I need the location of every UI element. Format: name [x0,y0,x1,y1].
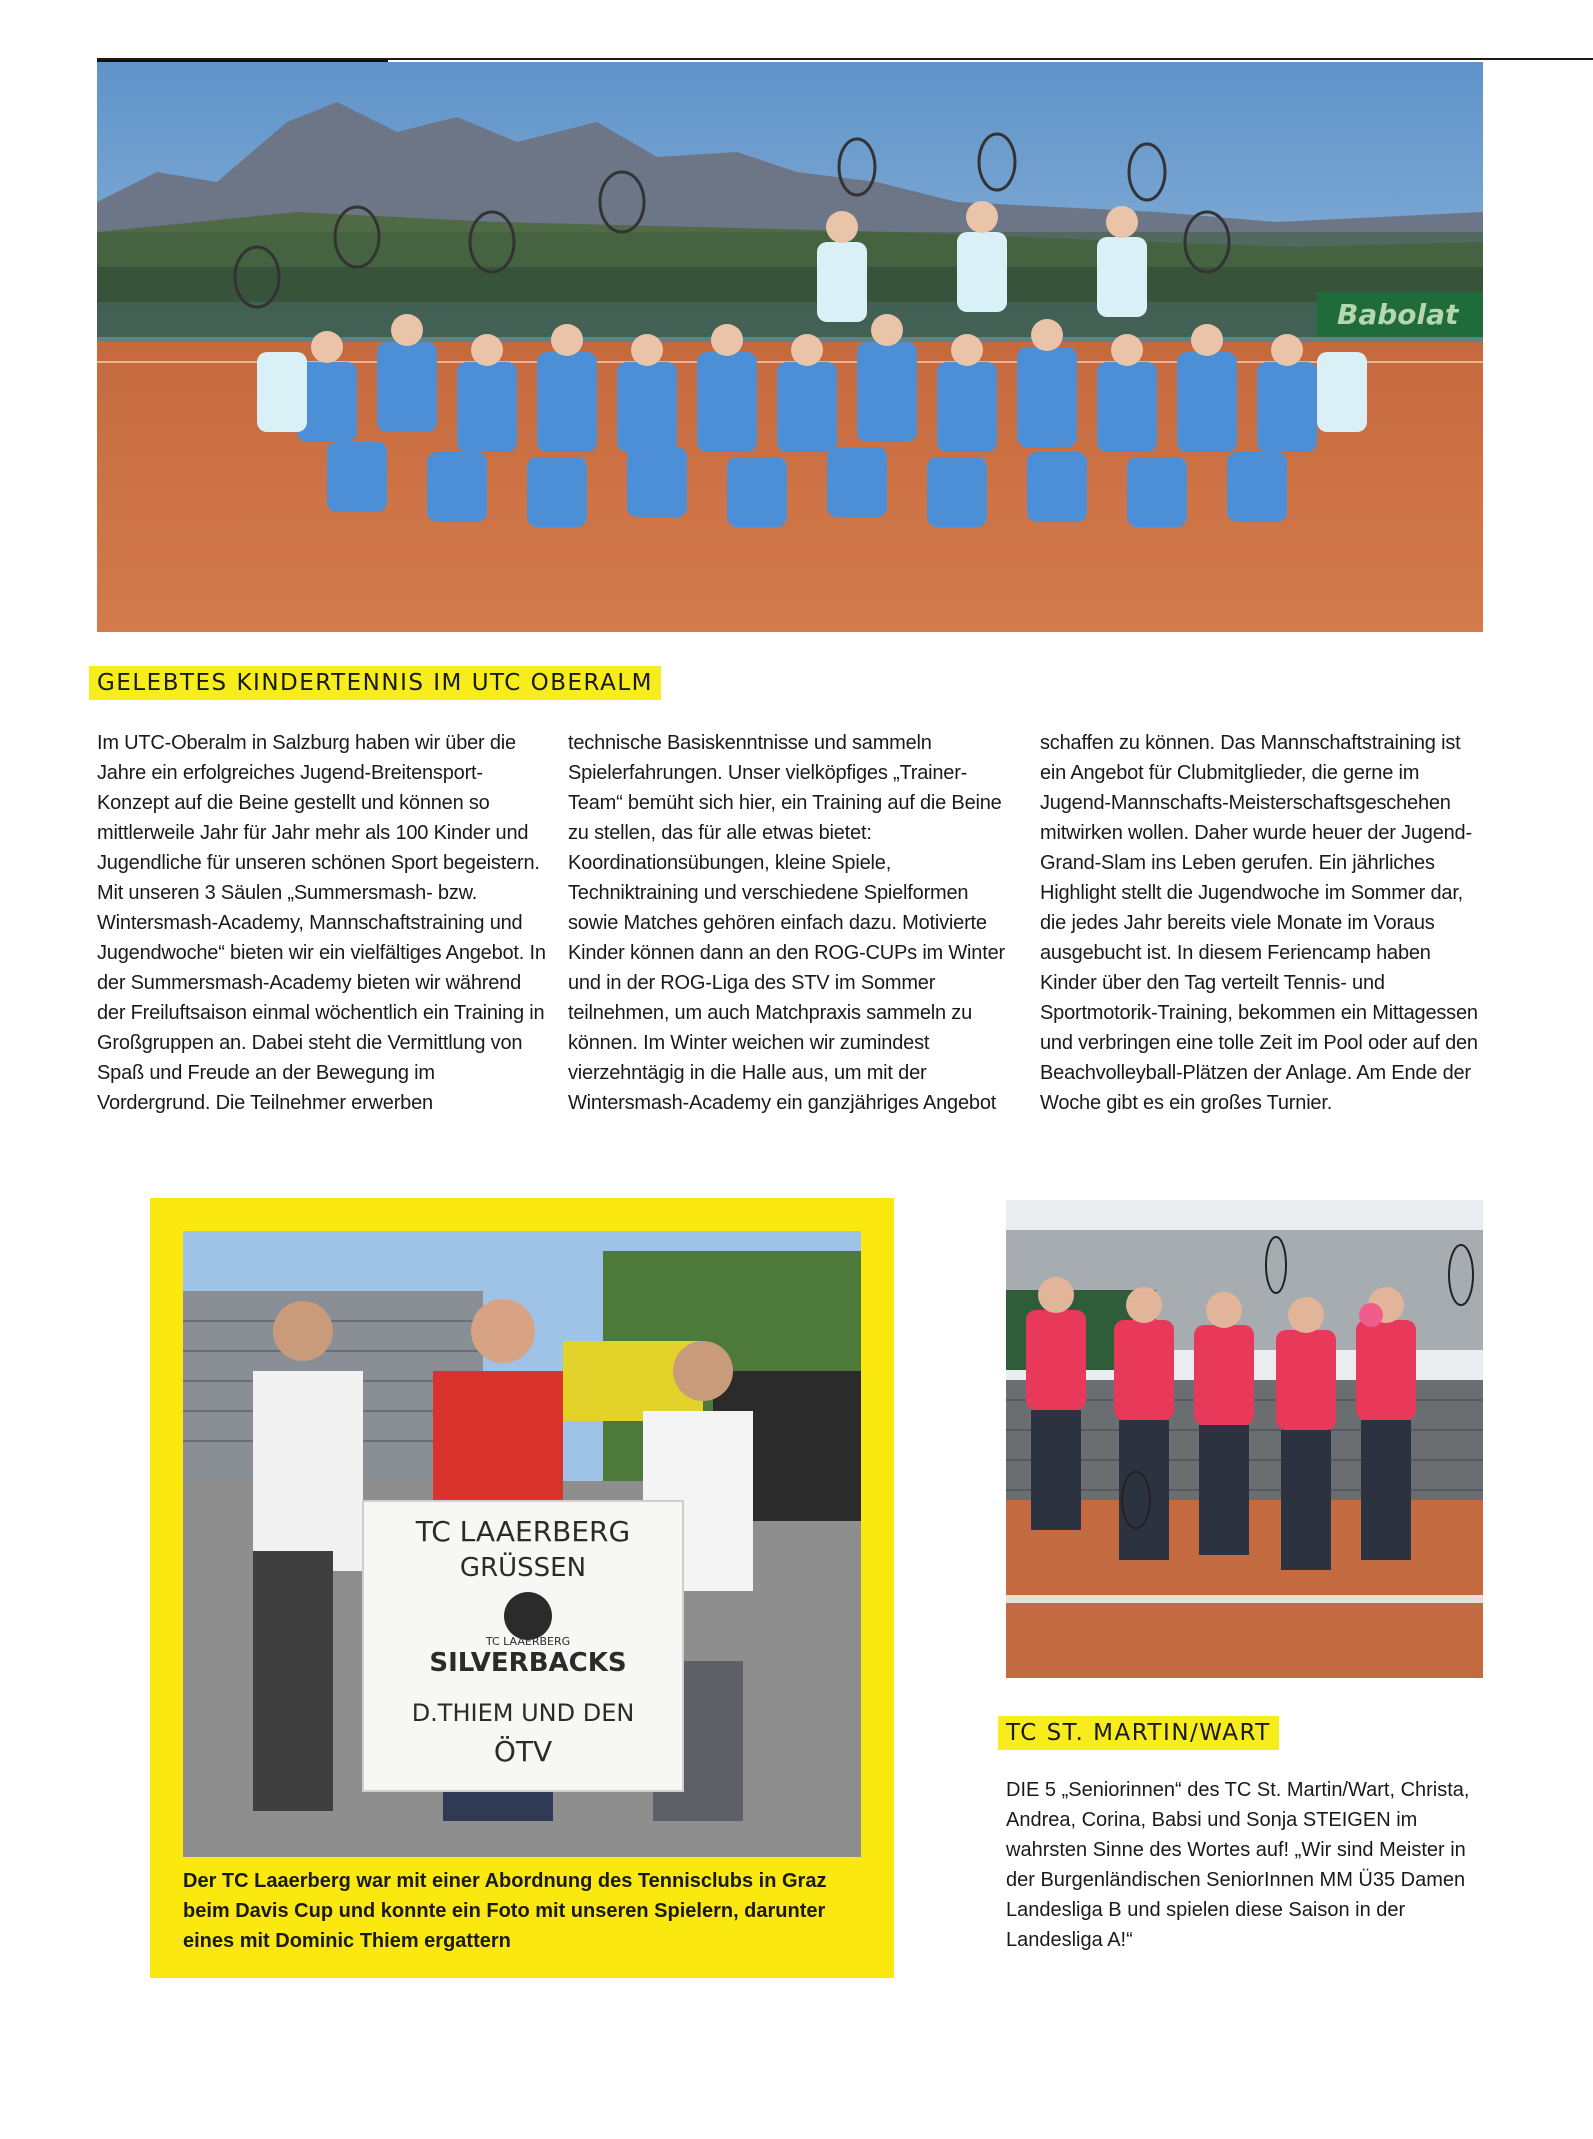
banner-line3: D.THIEM UND DEN [411,1699,635,1727]
photo-laaerberg-davis-cup [183,1231,861,1857]
banner-logo-small: TC LAAERBERG [485,1635,571,1648]
headline-utc-oberalm: GELEBTES KINDERTENNIS IM UTC OBERALM [89,666,661,700]
article1-col3-text: schaffen zu können. Das Mannschaftstraining ist ein Angebot für Clubmitglieder, die gerne im Jugend-Mannschafts-Meisterschaftsgeschehen mitwirken wollen. Daher wurde heuer der Jugend-Grand-Slam ins Leben gerufen. Ein jährliches Highlight stellt die Jugendwoche im Sommer dar, die jedes Jahr bereits viele Monate im Voraus ausgebucht ist. In diesem Feriencamp haben Kinder über den Tag verteilt Tennis- und Sportmotorik-Training, bekommen ein Mittagessen und verbringen eine tolle Zeit im Pool oder auf den Beachvolleyball-Plätzen der Anlage. Am Ende der Woche gibt es ein großes Turnier. [1040,732,1478,1114]
caption-laaerberg: Der TC Laaerberg war mit einer Abordnung des Tennisclubs in Graz beim Davis Cup und konnte ein Foto mit unseren Spielern, darunter eines mit Dominic Thiem ergattern [183,1870,827,1952]
article2-text: DIE 5 „Seniorinnen“ des TC St. Martin/Wart, Christa, Andrea, Corina, Babsi und Sonja STEIGEN im wahrsten Sinne des Wortes auf! „Wir sind Meister in der Burgenländischen SeniorInnen MM Ü35 Damen Landesliga B und spielen diese Saison in der Landesliga A!“ [1006,1779,1470,1951]
headline-st-martin-wart: TC ST. MARTIN/WART [998,1716,1279,1750]
article1-column-3 [1040,728,1490,1118]
article1-col2-text: technische Basiskenntnisse und sammeln Spielerfahrungen. Unser vielköpfiges „Trainer-Team“ bemüht sich hier, ein Training auf die Beine zu stellen, das für alle etwas bietet: Koordinationsübungen, kleine Spiele, Techniktraining und verschiedene Spielformen sowie Matches gehören einfach dazu. Motivierte Kinder können dann an den ROG-CUPs im Winter und in der ROG-Liga des STV im Sommer teilnehmen, um auch Matchpraxis sammeln zu können. Im Winter weichen wir zumindest vierzehntägig in die Halle aus, um mit der Wintersmash-Academy ein ganzjähriges Angebot [568,732,1005,1114]
banner-logo-text: SILVERBACKS [429,1648,627,1678]
article1-column-2 [568,728,1008,1118]
babolat-banner-text: Babolat [1337,298,1459,331]
banner-line2: GRÜSSEN [459,1553,587,1583]
banner-line4: ÖTV [493,1735,553,1768]
photo-kids-tennis-group [97,62,1483,632]
article1-col1-text: Im UTC-Oberalm in Salzburg haben wir über die Jahre ein erfolgreiches Jugend-Breitensport-Konzept auf die Beine gestellt und können so mittlerweile Jahr für Jahr mehr als 100 Kinder und Jugendliche für unseren schönen Sport begeistern. Mit unseren 3 Säulen „Summersmash- bzw. Wintersmash-Academy, Mannschaftstraining und Jugendwoche“ bieten wir ein vielfältiges Angebot. In der Summersmash-Academy bieten wir während der Freiluftsaison einmal wöchentlich ein Training in Großgruppen an. Dabei steht die Vermittlung von Spaß und Freude an der Bewegung im Vordergrund. Die Teilnehmer erwerben [97,732,546,1114]
photo-st-martin-wart-seniorinnen [1006,1200,1483,1678]
banner-line1: TC LAAERBERG [415,1515,631,1548]
article1-column-1 [97,728,547,1118]
